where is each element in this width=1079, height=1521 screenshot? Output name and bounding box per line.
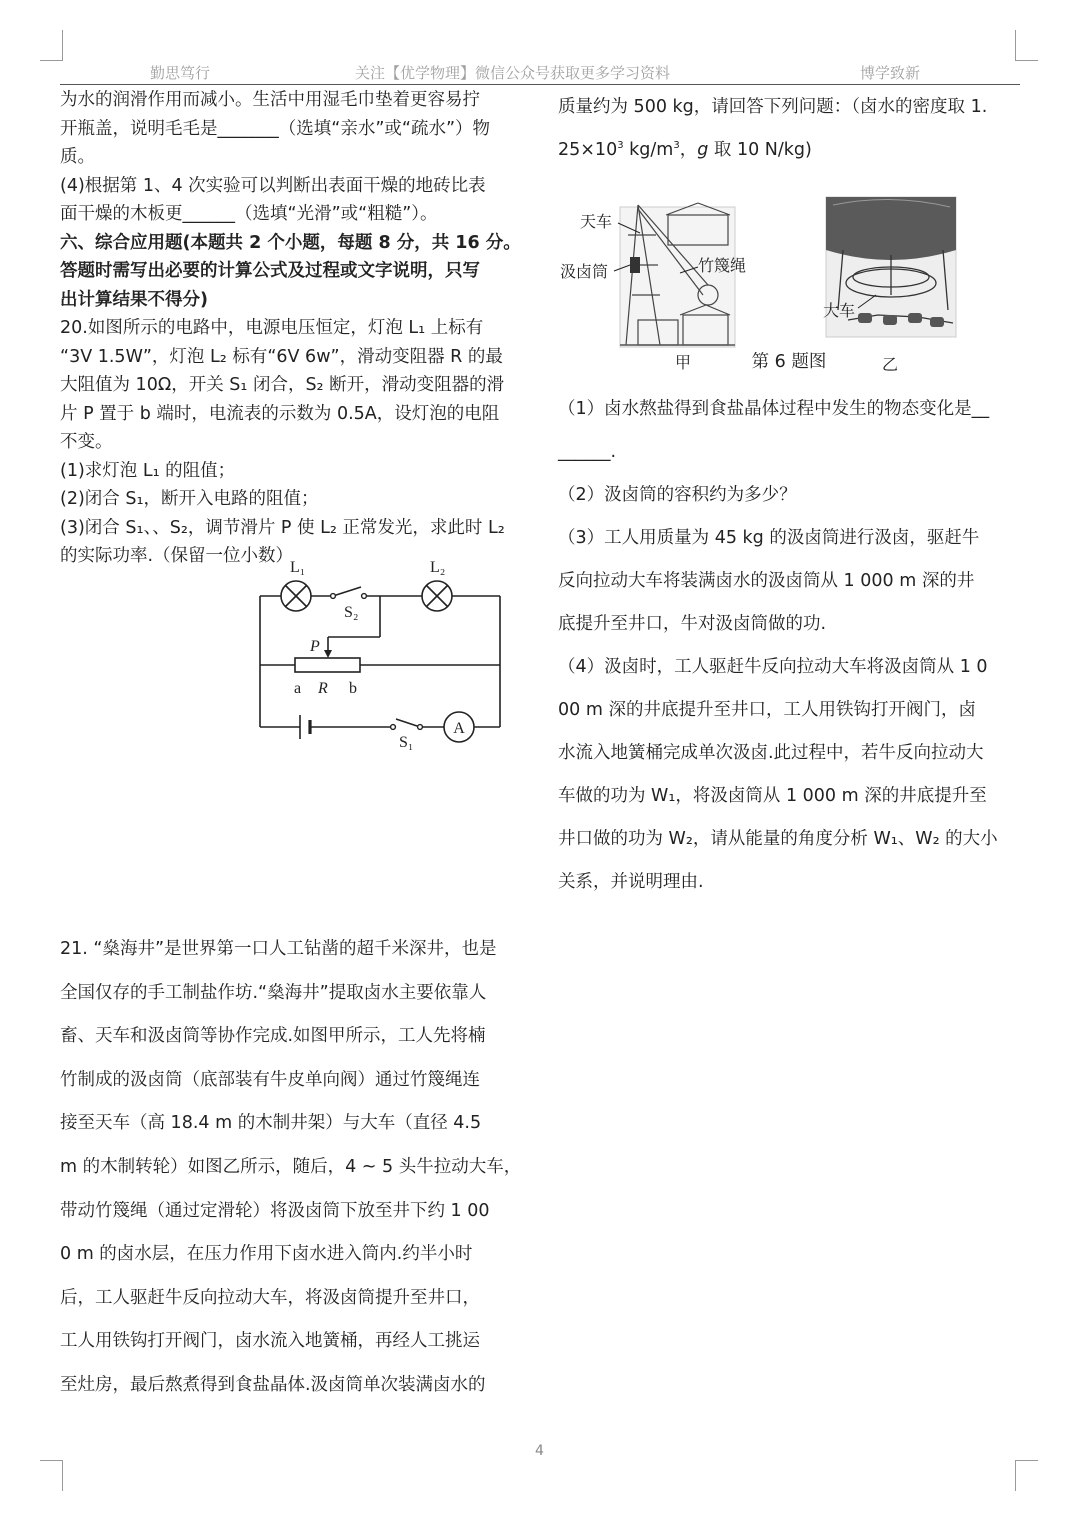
label-zhumiesheng: 竹篾绳 <box>698 256 747 275</box>
figure-caption: 第 6 题图 <box>751 352 827 372</box>
jiluton-tube <box>630 257 640 273</box>
circuit-diagram <box>248 553 518 753</box>
question-line: 井口做的功为 W₂，请从能量的角度分析 W₁、W₂ 的大小 <box>558 829 998 849</box>
question-20-line: 片 P 置于 b 端时，电流表的示数为 0.5A，设灯泡的电阻 <box>60 403 500 424</box>
label-r: R <box>318 680 328 697</box>
question-21-line: m 的木制转轮）如图乙所示，随后，4 ~ 5 头牛拉动大车， <box>60 1156 522 1177</box>
section-heading-line: 出计算结果不得分) <box>60 289 208 310</box>
question-21-line: 后，工人驱赶牛反向拉动大车，将汲卤筒提升至井口， <box>60 1287 480 1308</box>
crop-mark-bottom-left <box>40 1460 63 1491</box>
ammeter-label: A <box>453 720 465 737</box>
crop-mark-bottom-right <box>1015 1460 1038 1491</box>
question-20-line: 大阻值为 10Ω，开关 S₁ 闭合，S₂ 断开，滑动变阻器的滑 <box>60 375 505 395</box>
question-line: 反向拉动大车将装满卤水的汲卤筒从 1 000 m 深的井 <box>558 571 975 591</box>
question-line: 00 m 深的井底提升至井口，工人用铁钩打开阀门，卤 <box>558 700 976 720</box>
page-header <box>60 62 1020 85</box>
question-line: （2）汲卤筒的容积约为多少？ <box>558 485 797 505</box>
question-21-line: 全国仅存的手工制盐作坊.“燊海井”提取卤水主要依靠人 <box>60 982 487 1003</box>
lamp-l2 <box>422 581 452 611</box>
label-dache: 大车 <box>823 301 856 320</box>
slider-arrow <box>324 650 332 658</box>
section-heading-line: 答题时需写出必要的计算公式及过程或文字说明，只写 <box>60 261 480 281</box>
text-line: 面干燥的木板更______（选填“光滑”或“粗糙”）。 <box>60 204 438 224</box>
question-21-line: 畜、天车和汲卤筒等协作完成.如图甲所示，工人先将楠 <box>60 1026 486 1047</box>
question-21-line: 竹制成的汲卤筒（底部装有牛皮单向阀）通过竹篾绳连 <box>60 1069 480 1090</box>
question-20-line: (1)求灯泡 L₁ 的阻值； <box>60 460 236 481</box>
text-line: 为水的润滑作用而减小。生活中用湿毛巾垫着更容易拧 <box>60 90 480 110</box>
text-line: 开瓶盖，说明毛毛是_______（选填“亲水”或“疏水”）物 <box>60 118 491 139</box>
label-l2: L₂ <box>430 559 446 576</box>
lamp-l1 <box>281 581 311 611</box>
question-line: （3）工人用质量为 45 kg 的汲卤筒进行汲卤，驱赶牛 <box>558 528 980 548</box>
text-line: 质。 <box>60 147 95 167</box>
question-20-line: (3)闭合 S₁、、S₂，调节滑片 P 使 L₂ 正常发光，求此时 L₂ <box>60 517 505 538</box>
question-line: （4）汲卤时，工人驱赶牛反向拉动大车将汲卤筒从 1 0 <box>558 657 988 677</box>
question-line: 关系，并说明理由. <box>558 872 704 892</box>
question-21-line: 带动竹篾绳（通过定滑轮）将汲卤筒下放至井下约 1 00 <box>60 1200 490 1221</box>
label-jiluton: 汲卤筒 <box>560 262 609 281</box>
label-jia: 甲 <box>675 353 692 372</box>
left-column-top <box>60 86 522 571</box>
header-left-text: 勤思笃行 <box>150 64 211 82</box>
question-line: 水流入地簧桶完成单次汲卤.此过程中，若牛反向拉动大 <box>558 743 984 763</box>
label-a: a <box>294 680 302 697</box>
page-number: 4 <box>535 1443 544 1459</box>
figure-jia-illustration <box>560 203 746 372</box>
question-20-line: 的实际功率.（保留一位小数） <box>60 546 294 566</box>
question-20-line: 不变。 <box>60 432 113 452</box>
right-intro-line: 质量约为 500 kg，请回答下列问题：（卤水的密度取 1. <box>558 97 988 117</box>
question-21-line: 工人用铁钩打开阀门，卤水流入地簧桶，再经人工挑运 <box>60 1331 480 1352</box>
left-column-bottom <box>60 928 522 1408</box>
figure-illustrations <box>558 195 1020 380</box>
text-line: (4)根据第 1、4 次实验可以判断出表面干燥的地砖比表 <box>60 175 486 196</box>
section-heading-line: 六、综合应用题(本题共 2 个小题，每题 8 分，共 16 分。 <box>60 232 521 253</box>
label-tianche: 天车 <box>580 212 613 231</box>
crop-mark-top-right <box>1015 30 1038 61</box>
question-line: ______. <box>558 442 617 462</box>
header-right-text: 博学致新 <box>860 64 921 82</box>
question-20-line: (2)闭合 S₁，断开入电路的阻值； <box>60 489 319 509</box>
question-21-line: 21. “燊海井”是世界第一口人工钻凿的超千米深井，也是 <box>60 939 497 959</box>
crop-mark-top-left <box>40 30 63 61</box>
label-b: b <box>349 680 357 697</box>
figure-yi-illustration <box>823 197 956 374</box>
label-yi: 乙 <box>882 355 899 374</box>
label-s1: S₁ <box>399 734 414 751</box>
label-s2: S₂ <box>344 604 359 621</box>
question-20-line: 20.如图所示的电路中，电源电压恒定，灯泡 L₁ 上标有 <box>60 318 484 338</box>
label-l1: L₁ <box>290 559 306 576</box>
question-21-line: 0 m 的卤水层，在压力作用下卤水进入筒内.约半小时 <box>60 1244 473 1265</box>
question-20-line: “3V 1.5W”，灯泡 L₂ 标有“6V 6w”，滑动变阻器 R 的最 <box>60 346 503 367</box>
right-intro-line: $25\times 10^3$ $kg/m^3$，g 取 10 N/kg) <box>558 140 812 160</box>
question-21-line: 至灶房，最后熬煮得到食盐晶体.汲卤筒单次装满卤水的 <box>60 1374 486 1395</box>
header-center-text: 关注【优学物理】微信公众号获取更多学习资料 <box>355 64 671 82</box>
label-p: P <box>310 638 320 655</box>
question-line: 车做的功为 W₁，将汲卤筒从 1 000 m 深的井底提升至 <box>558 786 987 806</box>
rheostat <box>295 658 360 672</box>
question-21-line: 接至天车（高 18.4 m 的木制井架）与大车（直径 4.5 <box>60 1113 482 1134</box>
question-line: （1）卤水熬盐得到食盐晶体过程中发生的物态变化是__ <box>558 399 990 419</box>
question-line: 底提升至井口，牛对汲卤筒做的功. <box>558 614 827 634</box>
